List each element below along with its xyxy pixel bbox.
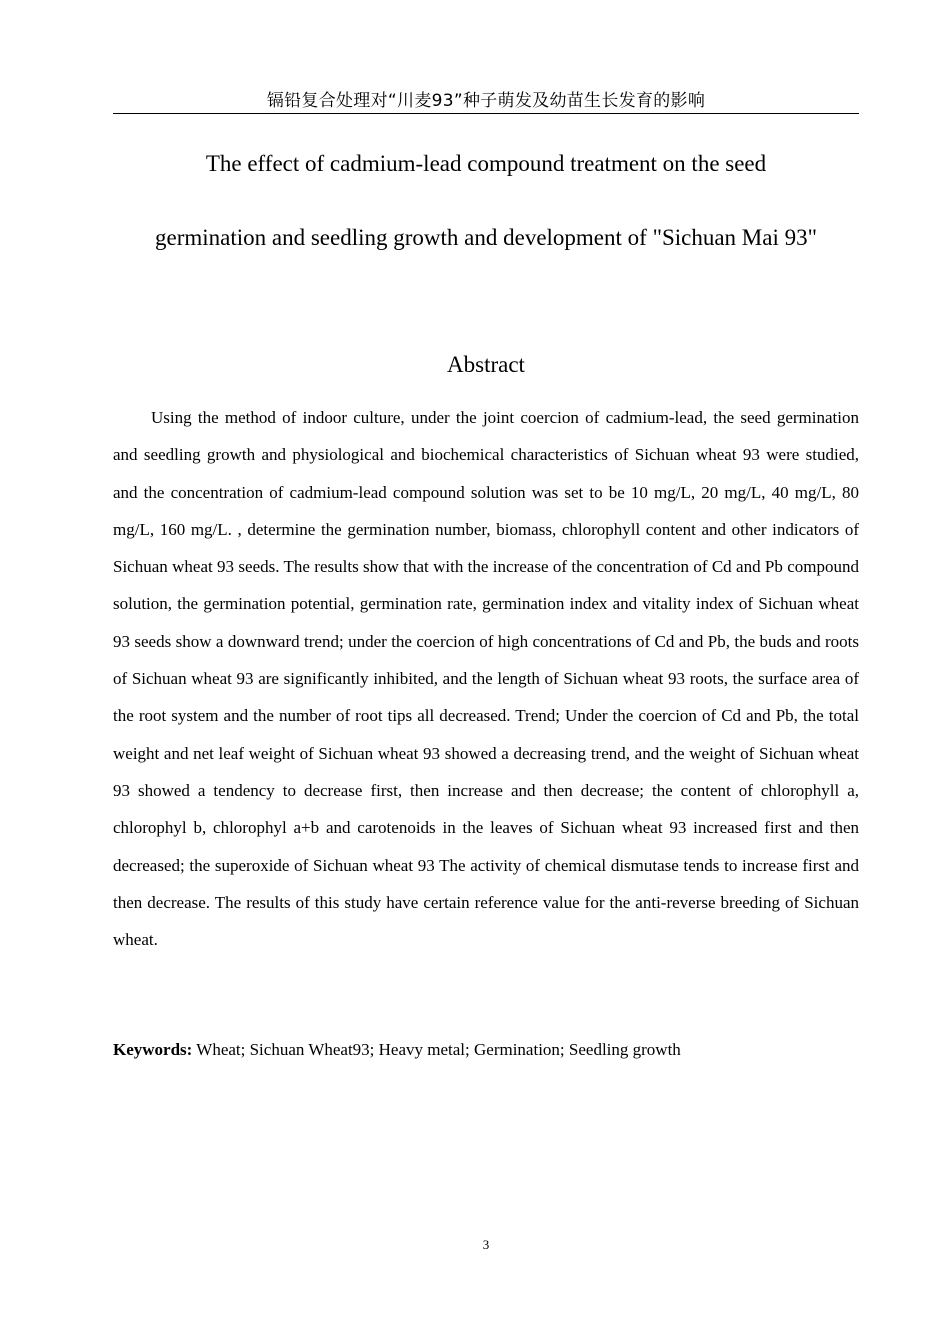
abstract-heading: Abstract	[447, 352, 525, 377]
paper-title-line-1: The effect of cadmium-lead compound treatment on the seed	[205, 151, 767, 176]
abstract-body: Using the method of indoor culture, under the joint coercion of cadmium-lead, the seed germination and seedling growth and physiological and biochemical characteristics of Sichuan wheat 93 were studied, and the concentration of cadmium-lead compound solution was set to be 10 mg/L, 20 mg/L, 40 mg/L, 80 mg/L, 160 mg/L. , determine the germination number, biomass, chlorophyll content and other indicators of Sichuan wheat 93 seeds. The results show that with the increase of the concentration of Cd and Pb compound solution, the germination potential, germination rate, germination index and vitality index of Sichuan wheat 93 seeds show a downward trend; under the coercion of high concentrations of Cd and Pb, the buds and roots of Sichuan wheat 93 are significantly inhibited, and the length of Sichuan wheat 93 roots, the surface area of the root system and the number of root tips all decreased. Trend; Under the coercion of Cd and Pb, the total weight and net leaf weight of Sichuan wheat 93 showed a decreasing trend, and the weight of Sichuan wheat 93 showed a tendency to decrease first, then increase and then decrease; the content of chlorophyll a, chlorophyl b, chlorophyl a+b and carotenoids in the leaves of Sichuan wheat 93 increased first and then decreased; the superoxide of Sichuan wheat 93 The activity of chemical dismutase tends to increase first and then decrease. The results of this study have certain reference value for the anti-reverse breeding of Sichuan wheat.	[113, 408, 859, 950]
header-rule	[113, 113, 859, 114]
keywords-label: Keywords:	[113, 1040, 193, 1059]
running-header: 镉铅复合处理对“川麦93”种子萌发及幼苗生长发育的影响	[266, 91, 706, 111]
keywords-text: Wheat; Sichuan Wheat93; Heavy metal; Germination; Seedling growth	[192, 1040, 681, 1059]
keywords	[113, 1038, 859, 1062]
paper-title	[100, 145, 872, 256]
page-number: 3	[482, 1237, 490, 1252]
paper-title-line-2: germination and seedling growth and development of "Sichuan Mai 93"	[155, 225, 817, 250]
